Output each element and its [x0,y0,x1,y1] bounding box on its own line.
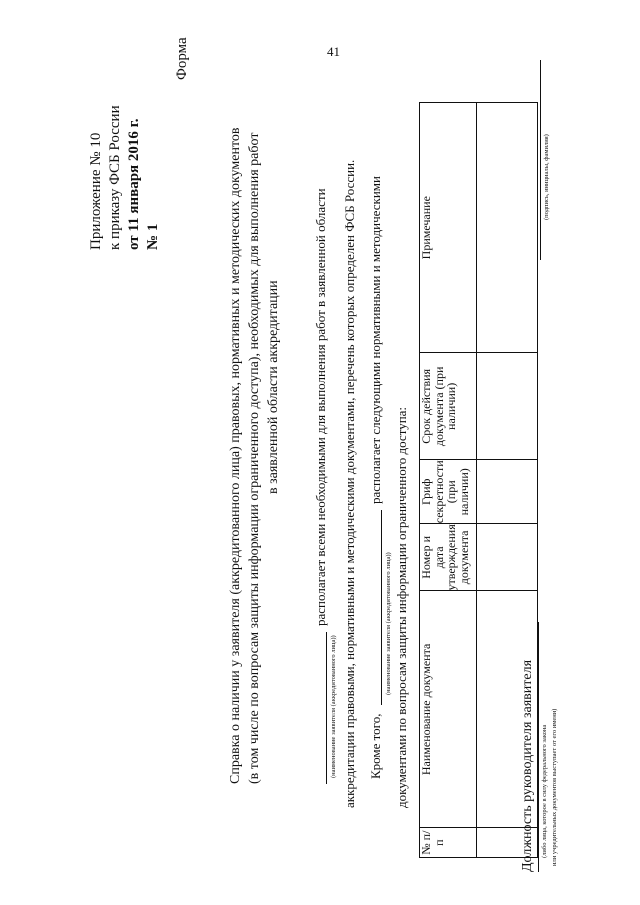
order-number: № 1 [145,223,161,250]
signature-hint: (подпись, инициалы, фамилия) [543,134,550,220]
table-cell [477,460,538,524]
paragraph-2-start: Кроме того, [368,713,383,779]
position-underline [538,622,539,872]
position-hint-2: или учредительных документов выступает от его имени) [551,708,558,866]
table-cell [477,524,538,591]
column-header: Номер и дата утверждения документа [420,524,477,591]
paragraph-2-line-2: документами по вопросам защиты информации ограниченного доступа: [394,406,409,808]
applicant-hint-2: (наименование заявителя (аккредитованного лица)) [385,552,392,695]
position-label: Должность руководителя заявителя [520,659,535,872]
title-line-2: (в том числе по вопросам защиты информации ограниченного доступа), необходимых для выполнения работ [247,132,262,784]
column-header: Срок действия документа (при наличии) [420,353,477,460]
form-label: Форма [174,37,190,80]
column-header: Примечание [420,103,477,353]
signature-line [540,60,541,260]
column-header: Гриф секретности (при наличии) [420,460,477,524]
table-header-row [420,103,477,858]
applicant-hint-1: (наименование заявителя (аккредитованного лица)) [330,635,337,778]
title-line-1: Справка о наличии у заявителя (аккредитованного лица) правовых, нормативных и методических документов [228,127,243,784]
paragraph-2-text: располагает следующими нормативными и методическими [368,176,383,504]
table-cell [477,103,538,353]
column-header: № п/п [420,828,477,858]
applicant-name-line-1 [326,632,327,784]
paragraph-1-line-2: аккредитации правовыми, нормативными и методическими документами, перечень которых определен ФСБ России. [342,159,357,808]
title-line-3: в заявленной области аккредитации [266,280,281,494]
page-number: 41 [327,44,340,59]
order-date: от 11 января 2016 г. [126,118,142,250]
position-hint-1: (либо лица, которое в силу федерального закона [541,724,548,858]
column-header: Наименование документа [420,591,477,828]
rotated-document [0,10,585,880]
appendix-number: Приложение № 10 [88,132,104,250]
table-cell [477,353,538,460]
applicant-name-line-2 [381,510,382,705]
paragraph-1-text: располагает всеми необходимыми для выполнения работ в заявленной области [313,188,328,626]
order-reference: к приказу ФСБ России [107,105,123,250]
